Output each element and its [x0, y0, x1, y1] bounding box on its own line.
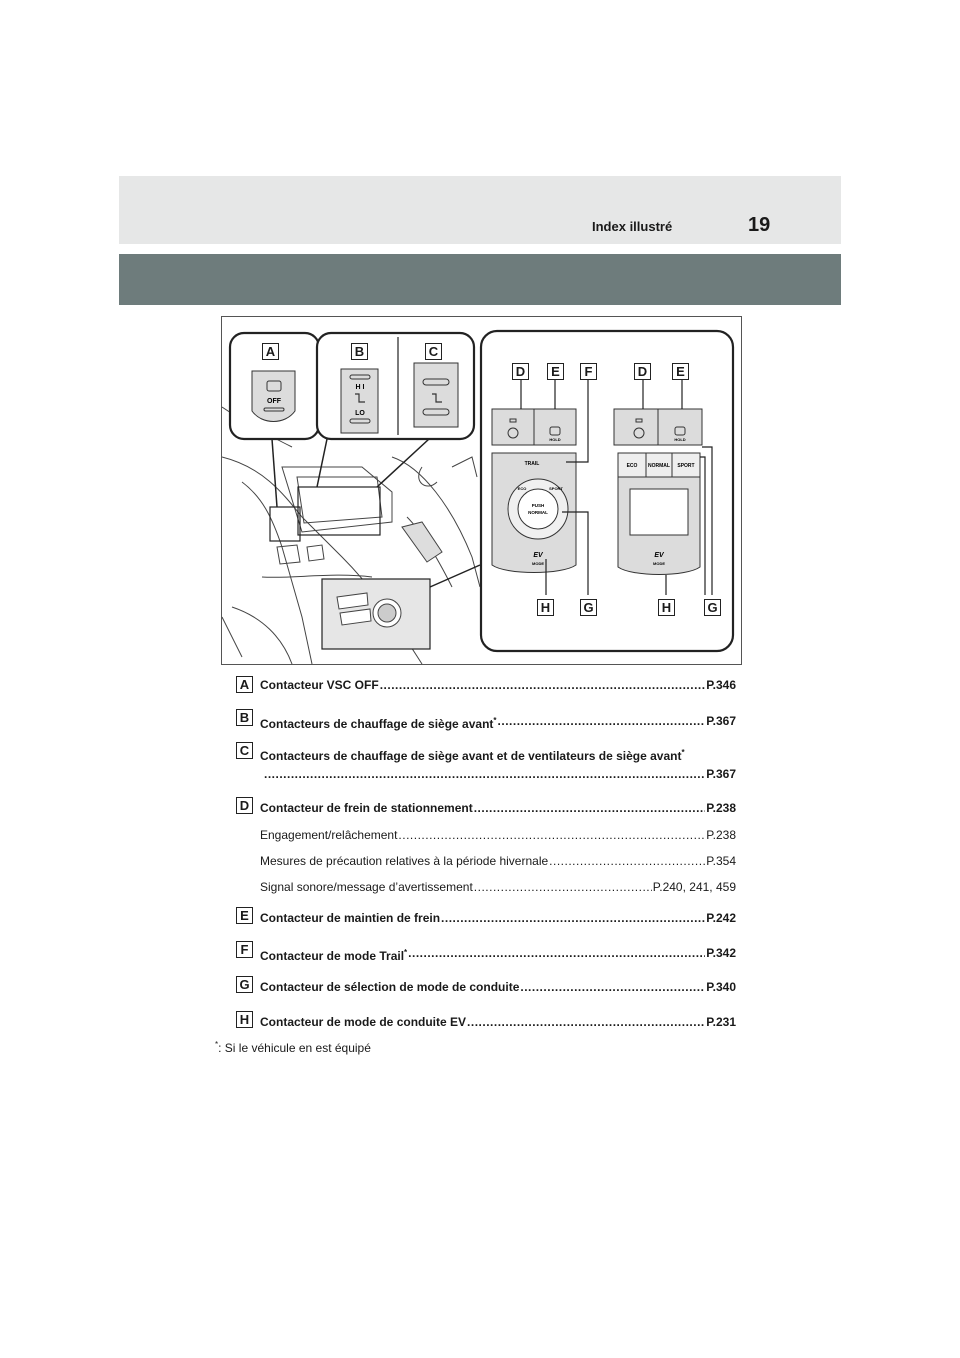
console-line [262, 575, 372, 577]
dial-center [378, 604, 396, 622]
page-ref[interactable]: P.238 [706, 801, 736, 815]
callout-g: G [704, 599, 721, 616]
footnote-text: : Si le véhicule en est équipé [218, 1041, 371, 1055]
page-header-title: Index illustré [592, 219, 673, 234]
lo-text: LO [355, 410, 365, 417]
index-entry-parking-brake[interactable]: Contacteur de frein de stationnement ..... P.238 [260, 801, 736, 815]
vsc-off-text: OFF [267, 398, 281, 405]
callout-d: D [634, 363, 651, 380]
dial-eco-text: ECO [517, 486, 527, 491]
pointer-b [317, 439, 327, 487]
page-ref[interactable]: P.367 [706, 714, 736, 728]
console-line [392, 457, 480, 587]
page-ref[interactable]: P.242 [706, 911, 736, 925]
vsc-off-switch [252, 371, 295, 422]
index-entry-brake-hold[interactable]: Contacteur de maintien de frein ..... P.242 [260, 911, 736, 925]
display-screen [297, 477, 382, 523]
sport-text: SPORT [677, 463, 695, 469]
ev-text: EV [533, 552, 543, 559]
section-bar [119, 254, 841, 305]
page-ref[interactable]: P.340 [706, 980, 736, 994]
header-bar [119, 176, 841, 244]
callout-g: G [580, 599, 597, 616]
hold-text: HOLD [674, 437, 686, 442]
mode-text: MODE [532, 561, 544, 566]
eco-text: ECO [626, 463, 638, 469]
normal-text: NORMAL [648, 463, 670, 469]
entry-tag-g: G [236, 976, 253, 993]
index-subentry[interactable]: Engagement/relâchement ..... P.238 [260, 828, 736, 842]
page-ref[interactable]: P.240, 241, 459 [652, 880, 736, 894]
callout-e: E [672, 363, 689, 380]
callout-f: F [580, 363, 597, 380]
push-normal-button [518, 489, 558, 529]
shifter-pad [630, 489, 688, 535]
callout-e: E [547, 363, 564, 380]
page-ref[interactable]: P.354 [706, 854, 736, 868]
ev-text: EV [654, 552, 664, 559]
entry-tag-b: B [236, 709, 253, 726]
index-subentry[interactable]: Mesures de précaution relatives à la période hivernale ..... P.354 [260, 854, 736, 868]
callout-h: H [537, 599, 554, 616]
mode-text: MODE [653, 561, 665, 566]
pointer-a [272, 439, 277, 507]
callout-a: A [262, 343, 279, 360]
index-entry-seat-heater[interactable]: Contacteurs de chauffage de siège avant* ..... P.367 [260, 714, 736, 731]
pointer-dial [430, 565, 480, 587]
console-line [222, 617, 242, 657]
console-illustration [221, 316, 742, 665]
callout-h: H [658, 599, 675, 616]
index-entry-trail-mode[interactable]: Contacteur de mode Trail* ..... P.342 [260, 946, 736, 963]
footnote-mark: * [215, 1040, 219, 1049]
entry-tag-c: C [236, 742, 253, 759]
entry-tag-a: A [236, 676, 253, 693]
hold-text: HOLD [549, 437, 561, 442]
page-ref[interactable]: P.346 [706, 678, 736, 692]
dial-sport-text: SPORT [549, 486, 563, 491]
small-switch [307, 545, 324, 561]
index-subentry[interactable]: Signal sonore/message d’avertissement ..... P.240, 241, 459 [260, 880, 736, 894]
entry-tag-f: F [236, 941, 253, 958]
page-ref[interactable]: P.238 [706, 828, 736, 842]
page-number: 19 [748, 214, 771, 236]
index-entry-seat-heater-ventilation-page[interactable] [264, 767, 736, 781]
small-switch [277, 545, 300, 564]
page-ref[interactable]: P.342 [706, 946, 736, 960]
footnote [215, 1040, 371, 1055]
callout-c: C [425, 343, 442, 360]
index-entry-drive-mode-select[interactable]: Contacteur de sélection de mode de conduite ..... P.340 [260, 980, 736, 994]
page-ref[interactable]: P.367 [706, 767, 736, 781]
callout-d: D [512, 363, 529, 380]
console-line [452, 457, 477, 477]
push-text: PUSH [531, 503, 545, 508]
callout-b: B [351, 343, 368, 360]
trail-text: TRAIL [524, 461, 540, 467]
index-entry-seat-heater-ventilation[interactable]: Contacteurs de chauffage de siège avant et de ventilateurs de siège avant* [260, 748, 685, 763]
index-entry-vsc-off[interactable]: Contacteur VSC OFF ..... P.346 [260, 678, 736, 692]
normal-text: NORMAL [528, 510, 548, 515]
hi-text: H I [355, 384, 365, 391]
entry-tag-h: H [236, 1011, 253, 1028]
entry-tag-d: D [236, 797, 253, 814]
entry-tag-e: E [236, 907, 253, 924]
page-ref[interactable]: P.231 [706, 1015, 736, 1029]
shift-knob [402, 522, 442, 562]
index-entry-ev-mode[interactable]: Contacteur de mode de conduite EV ..... P.231 [260, 1015, 736, 1029]
